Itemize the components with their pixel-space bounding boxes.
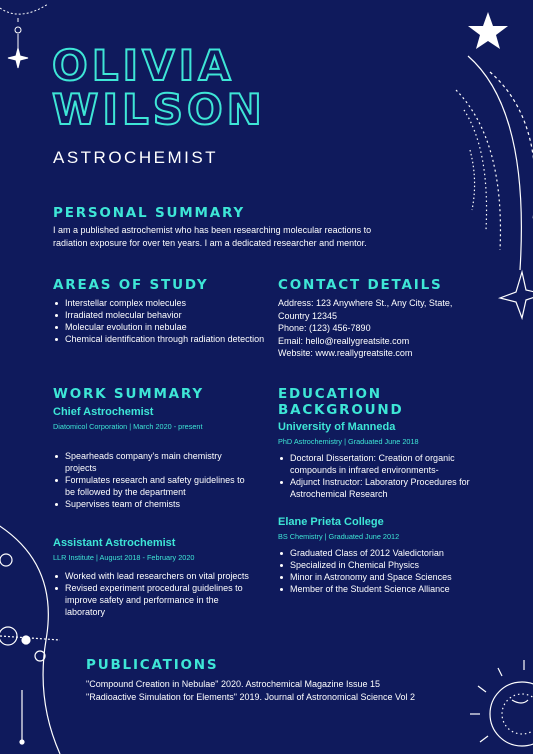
job-role: ASTROCHEMIST (53, 148, 219, 167)
list-item: Adjunct Instructor: Laboratory Procedures for Astrochemical Research (290, 476, 490, 500)
publication-item: "Compound Creation in Nebulae" 2020. Astrochemical Magazine Issue 15 (86, 679, 381, 689)
list-item: Specialized in Chemical Physics (290, 559, 490, 571)
job-title-1: Chief Astrochemist (53, 406, 154, 418)
job-meta-2: LLR Institute | August 2018 - February 2020 (53, 553, 195, 562)
school-meta-1: PhD Astrochemistry | Graduated June 2018 (278, 437, 419, 446)
school-name-1: University of Manneda (278, 421, 396, 433)
list-item: Chemical identification through radiation detection (65, 334, 265, 344)
contact-phone: Phone: (123) 456-7890 (278, 323, 371, 333)
list-item: Member of the Student Science Alliance (290, 583, 490, 595)
list-item: Molecular evolution in nebulae (65, 321, 265, 333)
publications-list (86, 678, 466, 703)
school-list-1 (278, 452, 490, 500)
first-name: OLIVIA (52, 41, 235, 90)
list-item: Worked with lead researchers on vital projects (65, 570, 255, 582)
publication-item: "Radioactive Simulation for Elements" 2019. Journal of Astronomical Science Vol 2 (86, 691, 416, 702)
bottom-left-planets-icon (0, 520, 60, 754)
contact-address: Address: 123 Anywhere St., Any City, State, Country 12345 (278, 298, 453, 321)
list-item: Irradiated molecular behavior (65, 309, 265, 321)
list-item: Formulates research and safety guidelines to be followed by the department (65, 474, 255, 498)
education-heading-line2: BACKGROUND (278, 402, 404, 418)
contact-heading: CONTACT DETAILS (278, 277, 443, 293)
star-icon (468, 12, 508, 49)
contact-block (278, 297, 473, 360)
last-name: WILSON (52, 85, 266, 134)
list-item: Graduated Class of 2012 Valedictorian (290, 547, 490, 559)
list-item: Interstellar complex molecules (65, 297, 265, 309)
orbit-arcs-icon (456, 56, 533, 270)
school-meta-2: BS Chemistry | Graduated June 2012 (278, 532, 400, 541)
job-title-2: Assistant Astrochemist (53, 537, 176, 549)
top-left-constellation-icon (0, 4, 48, 68)
job-meta-1: Diatomicol Corporation | March 2020 - present (53, 422, 203, 431)
education-heading-line1: EDUCATION (278, 386, 382, 402)
list-item: Doctoral Dissertation: Creation of organic compounds in infrared environments- (290, 452, 490, 476)
work-heading: WORK SUMMARY (53, 386, 204, 402)
contact-email: Email: hello@reallygreatsite.com (278, 335, 410, 346)
list-item: Supervises team of chemists (65, 498, 255, 510)
areas-heading: AREAS OF STUDY (53, 277, 209, 293)
school-list-2 (278, 547, 490, 595)
job-list-1 (53, 450, 255, 510)
summary-text: I am a published astrochemist who has been researching molecular reactions to radiation exposure for over ten years. I am a dedicated researcher and mentor. (53, 225, 372, 248)
list-item: Minor in Astronomy and Space Sciences (290, 571, 490, 583)
publications-heading: PUBLICATIONS (86, 657, 219, 673)
summary-heading: PERSONAL SUMMARY (53, 205, 245, 221)
school-name-2: Elane Prieta College (278, 516, 384, 528)
outline-star-icon (500, 272, 533, 318)
list-item: Revised experiment procedural guidelines to improve safety and performance in the laboratory (65, 582, 255, 618)
areas-list (53, 297, 265, 345)
education-heading (278, 386, 404, 418)
contact-website: Website: www.reallygreatsite.com (278, 348, 413, 358)
list-item: Spearheads company's main chemistry projects (65, 450, 255, 474)
sun-icon (470, 660, 533, 746)
candidate-name (52, 41, 266, 134)
job-list-2 (53, 570, 255, 618)
